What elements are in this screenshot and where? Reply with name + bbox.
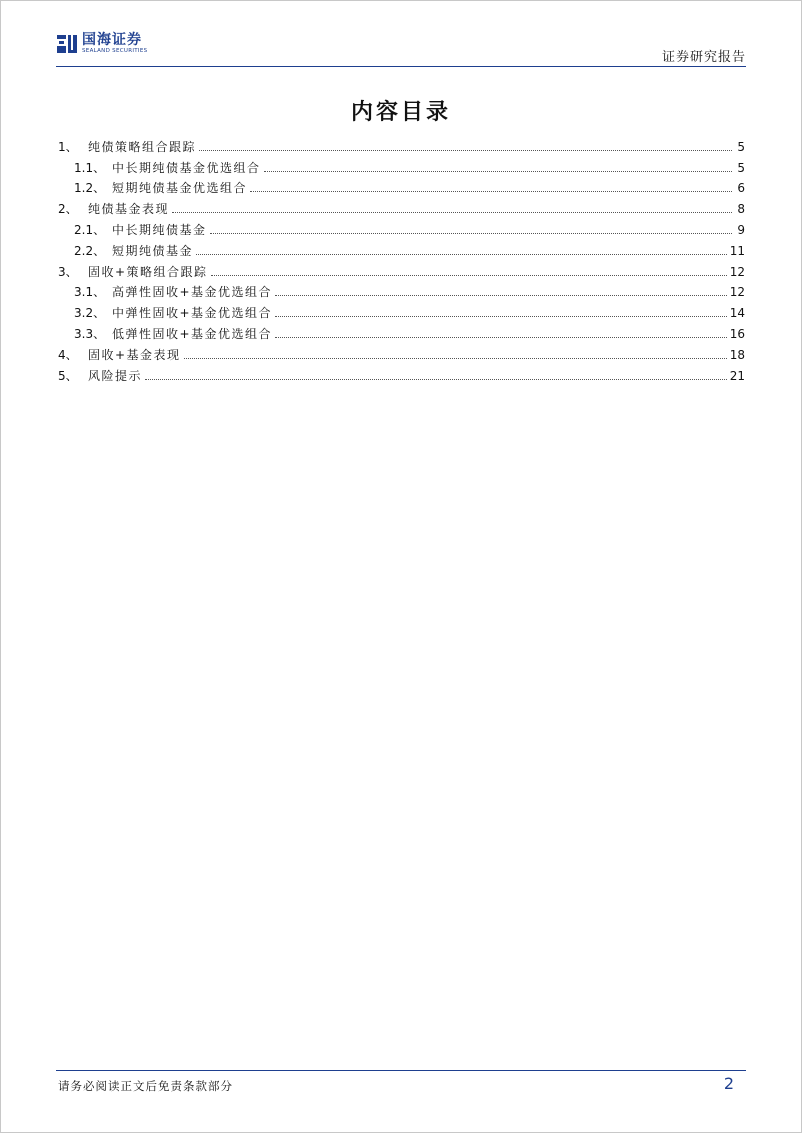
toc-entry-number: 3.1、 bbox=[74, 285, 106, 300]
toc-entry-label: 短期纯债基金 bbox=[112, 243, 194, 258]
toc-entry[interactable] bbox=[58, 258, 745, 279]
toc-entry[interactable] bbox=[58, 279, 745, 300]
toc-entry-page: 21 bbox=[729, 368, 745, 383]
logo-english-name: SEALAND SECURITIES bbox=[82, 48, 148, 55]
toc-entry-page: 12 bbox=[729, 285, 745, 300]
toc-entry-number: 3.2、 bbox=[74, 306, 106, 321]
toc-dot-leader bbox=[275, 316, 727, 317]
toc-entry-page: 16 bbox=[729, 326, 745, 341]
toc-entry-page: 9 bbox=[737, 222, 745, 237]
toc-entry[interactable] bbox=[58, 237, 745, 258]
toc-entry-label: 固收+基金表现 bbox=[88, 347, 181, 362]
footer-disclaimer: 请务必阅读正文后免责条款部分 bbox=[58, 1079, 233, 1093]
toc-entry-page: 11 bbox=[729, 243, 745, 258]
toc-entry[interactable] bbox=[58, 299, 745, 320]
toc-dot-leader bbox=[184, 358, 727, 359]
toc-entry-label: 短期纯债基金优选组合 bbox=[112, 181, 248, 196]
toc-entry-number: 2.1、 bbox=[74, 222, 106, 237]
toc-entry-number: 3、 bbox=[58, 264, 78, 279]
toc-dot-leader bbox=[199, 150, 732, 151]
toc-entry[interactable] bbox=[58, 341, 745, 362]
toc-entry-number: 1.2、 bbox=[74, 181, 106, 196]
toc-entry-label: 高弹性固收+基金优选组合 bbox=[112, 285, 273, 300]
toc-entry[interactable] bbox=[58, 195, 745, 216]
toc-entry-number: 5、 bbox=[58, 368, 78, 383]
header-divider bbox=[56, 66, 746, 67]
toc-entry-label: 中弹性固收+基金优选组合 bbox=[112, 306, 273, 321]
toc-entry[interactable] bbox=[58, 320, 745, 341]
toc-entry-page: 12 bbox=[729, 264, 745, 279]
toc-entry-page: 14 bbox=[729, 306, 745, 321]
toc-entry[interactable] bbox=[58, 216, 745, 237]
toc-entry-page: 5 bbox=[737, 139, 745, 154]
toc-entry-label: 纯债策略组合跟踪 bbox=[88, 139, 197, 154]
toc-dot-leader bbox=[211, 275, 727, 276]
toc-entry-number: 4、 bbox=[58, 347, 78, 362]
toc-entry[interactable] bbox=[58, 133, 745, 154]
page-header bbox=[56, 30, 746, 68]
toc-dot-leader bbox=[275, 337, 727, 338]
toc-entry-page: 6 bbox=[737, 181, 745, 196]
toc-dot-leader bbox=[250, 191, 732, 192]
toc-entry-label: 固收+策略组合跟踪 bbox=[88, 264, 208, 279]
toc-entry-number: 3.3、 bbox=[74, 326, 106, 341]
footer-divider bbox=[56, 1070, 746, 1071]
toc-entry-number: 1、 bbox=[58, 139, 78, 154]
toc-dot-leader bbox=[196, 254, 727, 255]
toc-entry[interactable] bbox=[58, 175, 745, 196]
toc-dot-leader bbox=[145, 379, 727, 380]
toc-dot-leader bbox=[264, 171, 732, 172]
toc-entry-label: 中长期纯债基金优选组合 bbox=[112, 160, 261, 175]
toc-entry-label: 中长期纯债基金 bbox=[112, 222, 207, 237]
toc-entry-label: 低弹性固收+基金优选组合 bbox=[112, 326, 273, 341]
toc-entry-number: 2、 bbox=[58, 202, 78, 217]
toc-entry-number: 1.1、 bbox=[74, 160, 106, 175]
toc-entry[interactable] bbox=[58, 154, 745, 175]
toc-entry-number: 2.2、 bbox=[74, 243, 106, 258]
toc-title: 内容目录 bbox=[350, 100, 451, 125]
toc-entry-page: 5 bbox=[737, 160, 745, 175]
toc-dot-leader bbox=[275, 295, 727, 296]
table-of-contents bbox=[58, 133, 745, 383]
toc-entry-label: 风险提示 bbox=[88, 368, 143, 383]
toc-entry-page: 18 bbox=[729, 347, 745, 362]
company-logo bbox=[56, 33, 147, 55]
footer-page-number: 2 bbox=[723, 1074, 734, 1093]
logo-mark-icon bbox=[56, 33, 78, 55]
toc-dot-leader bbox=[210, 233, 732, 234]
toc-dot-leader bbox=[172, 212, 732, 213]
toc-entry-label: 纯债基金表现 bbox=[88, 202, 170, 217]
toc-entry-page: 8 bbox=[737, 202, 745, 217]
toc-entry[interactable] bbox=[58, 362, 745, 383]
report-type-label: 证券研究报告 bbox=[661, 50, 746, 65]
logo-chinese-name: 国海证券 bbox=[82, 32, 142, 49]
